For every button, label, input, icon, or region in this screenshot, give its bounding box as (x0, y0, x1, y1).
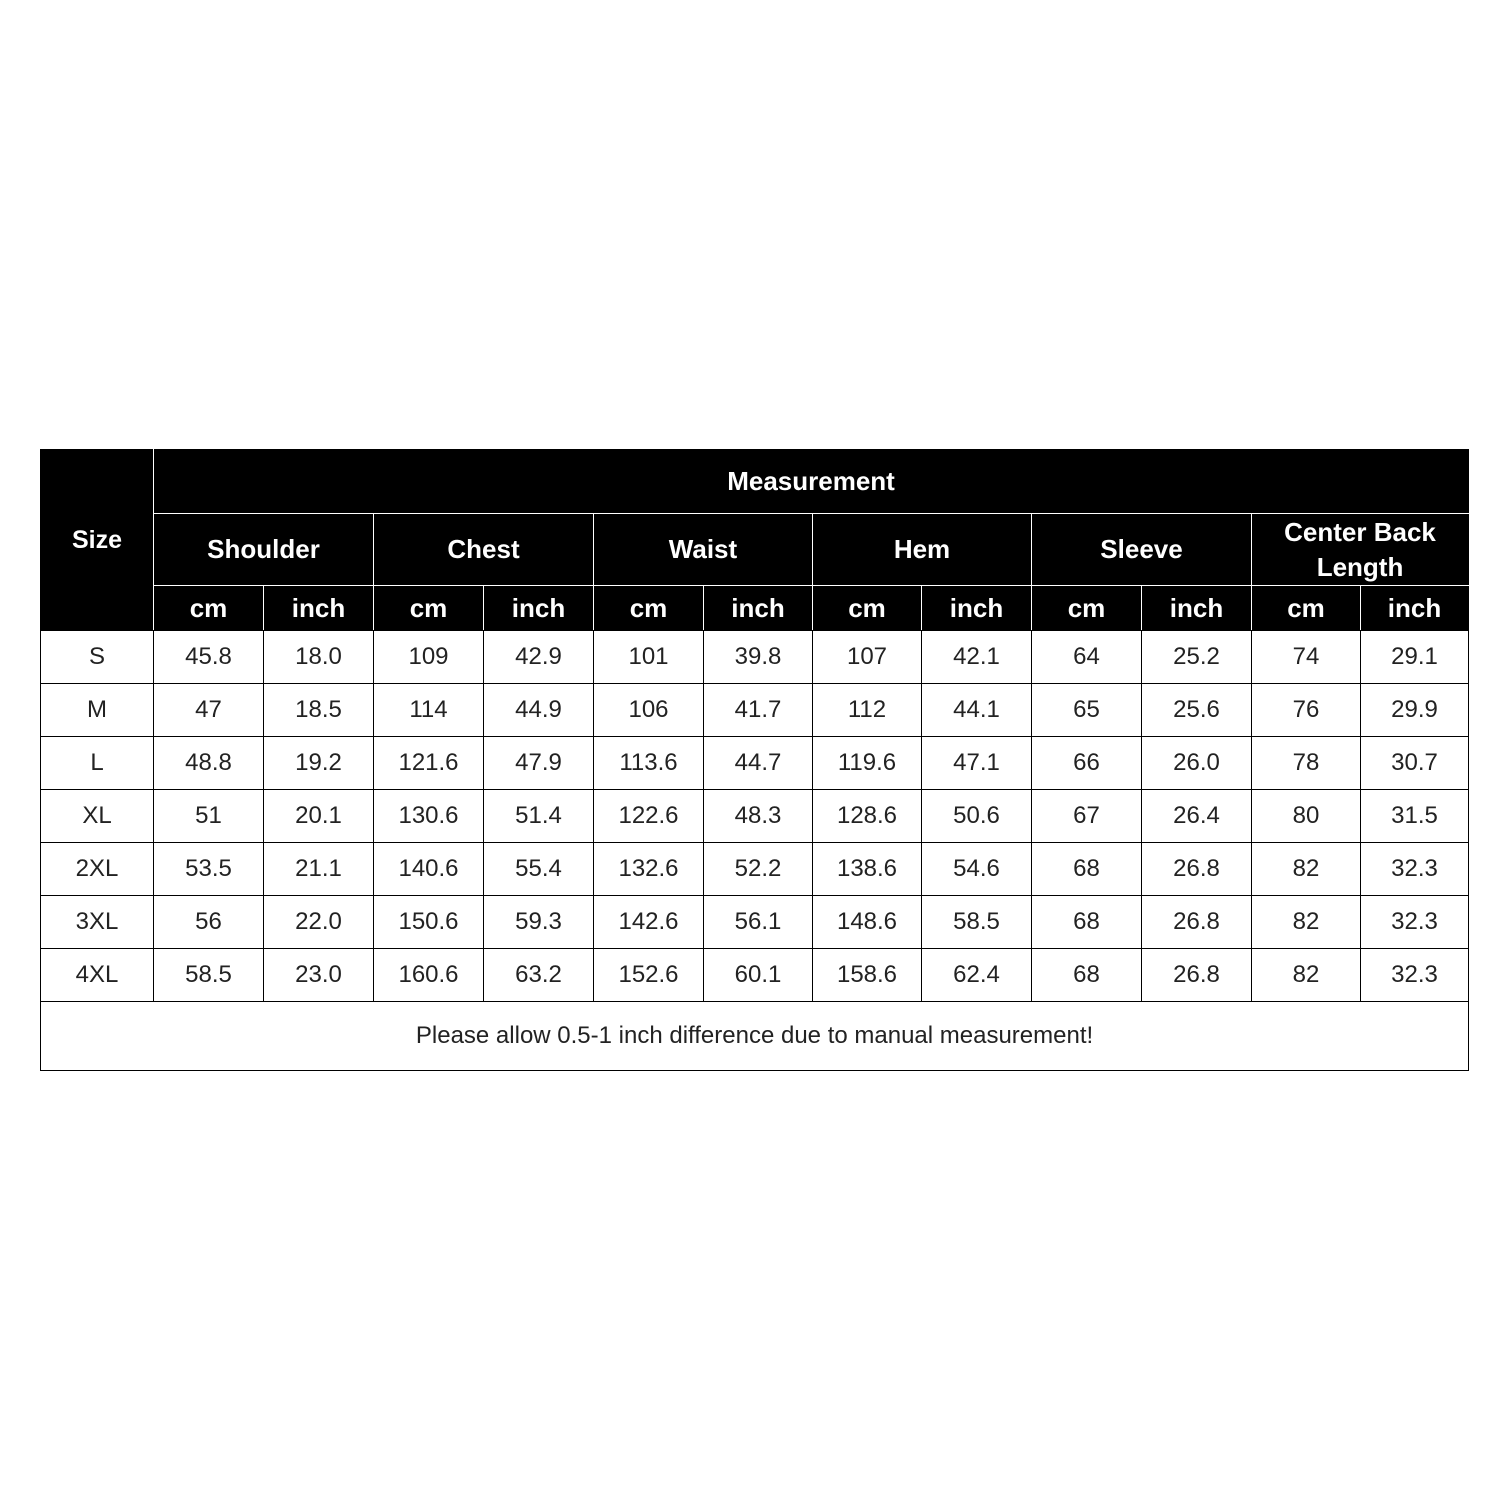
group-header-label: Sleeve (1100, 534, 1183, 564)
measurement-cell: 142.6 (594, 896, 704, 949)
group-header-label: Shoulder (207, 534, 320, 564)
table-row (41, 790, 1469, 843)
unit-header-inch: inch (922, 586, 1032, 631)
measurement-cell: 31.5 (1361, 790, 1469, 843)
measurement-cell: 26.8 (1142, 896, 1252, 949)
group-header-shoulder (154, 514, 374, 586)
measurement-cell: 140.6 (374, 843, 484, 896)
measurement-cell: 21.1 (264, 843, 374, 896)
measurement-cell: 68 (1032, 896, 1142, 949)
header-row-measurement (41, 450, 1469, 514)
measurement-cell: 26.8 (1142, 949, 1252, 1002)
measurement-cell: 18.0 (264, 631, 374, 684)
table-row (41, 949, 1469, 1002)
measurement-cell: 23.0 (264, 949, 374, 1002)
group-header-chest (374, 514, 594, 586)
size-cell: 2XL (41, 843, 154, 896)
measurement-cell: 42.1 (922, 631, 1032, 684)
measurement-cell: 47.9 (484, 737, 594, 790)
measurement-cell: 80 (1252, 790, 1361, 843)
size-cell: M (41, 684, 154, 737)
measurement-cell: 64 (1032, 631, 1142, 684)
measurement-cell: 78 (1252, 737, 1361, 790)
measurement-cell: 101 (594, 631, 704, 684)
measurement-cell: 160.6 (374, 949, 484, 1002)
size-cell: L (41, 737, 154, 790)
measurement-cell: 29.1 (1361, 631, 1469, 684)
unit-header-cm: cm (1252, 586, 1361, 631)
note-row (41, 1002, 1469, 1071)
measurement-cell: 22.0 (264, 896, 374, 949)
header-row-units (41, 586, 1469, 631)
group-header-label: Chest (447, 534, 520, 564)
measurement-cell: 50.6 (922, 790, 1032, 843)
size-cell: 3XL (41, 896, 154, 949)
measurement-cell: 26.4 (1142, 790, 1252, 843)
measurement-cell: 67 (1032, 790, 1142, 843)
measurement-cell: 76 (1252, 684, 1361, 737)
group-header-label: Waist (668, 534, 738, 564)
group-header-hem (813, 514, 1032, 586)
measurement-cell: 74 (1252, 631, 1361, 684)
unit-header-inch: inch (264, 586, 374, 631)
table-row (41, 843, 1469, 896)
group-header-sleeve (1032, 514, 1252, 586)
measurement-cell: 132.6 (594, 843, 704, 896)
measurement-cell: 18.5 (264, 684, 374, 737)
measurement-cell: 51 (154, 790, 264, 843)
measurement-cell: 58.5 (154, 949, 264, 1002)
table-header (41, 450, 1469, 631)
measurement-cell: 47 (154, 684, 264, 737)
measurement-cell: 32.3 (1361, 843, 1469, 896)
unit-header-cm: cm (154, 586, 264, 631)
header-row-groups (41, 514, 1469, 586)
size-cell: 4XL (41, 949, 154, 1002)
measurement-cell: 150.6 (374, 896, 484, 949)
measurement-cell: 54.6 (922, 843, 1032, 896)
measurement-cell: 44.1 (922, 684, 1032, 737)
measurement-cell: 48.3 (704, 790, 813, 843)
measurement-cell: 42.9 (484, 631, 594, 684)
measurement-cell: 53.5 (154, 843, 264, 896)
measurement-cell: 122.6 (594, 790, 704, 843)
size-chart-table (40, 449, 1469, 1071)
measurement-cell: 48.8 (154, 737, 264, 790)
measurement-cell: 59.3 (484, 896, 594, 949)
measurement-cell: 66 (1032, 737, 1142, 790)
table-body (41, 631, 1469, 1071)
unit-header-cm: cm (374, 586, 484, 631)
measurement-cell: 25.6 (1142, 684, 1252, 737)
group-header-waist (594, 514, 813, 586)
table-row (41, 896, 1469, 949)
measurement-cell: 82 (1252, 896, 1361, 949)
measurement-cell: 107 (813, 631, 922, 684)
measurement-cell: 44.9 (484, 684, 594, 737)
measurement-cell: 112 (813, 684, 922, 737)
measurement-cell: 32.3 (1361, 949, 1469, 1002)
measurement-cell: 55.4 (484, 843, 594, 896)
measurement-cell: 32.3 (1361, 896, 1469, 949)
table-row (41, 737, 1469, 790)
measurement-cell: 128.6 (813, 790, 922, 843)
group-header-label: Hem (893, 534, 951, 564)
measurement-cell: 152.6 (594, 949, 704, 1002)
measurement-cell: 30.7 (1361, 737, 1469, 790)
measurement-cell: 63.2 (484, 949, 594, 1002)
unit-header-inch: inch (484, 586, 594, 631)
measurement-cell: 25.2 (1142, 631, 1252, 684)
measurement-cell: 138.6 (813, 843, 922, 896)
measurement-cell: 58.5 (922, 896, 1032, 949)
measurement-cell: 121.6 (374, 737, 484, 790)
measurement-cell: 62.4 (922, 949, 1032, 1002)
measurement-cell: 106 (594, 684, 704, 737)
measurement-cell: 26.8 (1142, 843, 1252, 896)
measurement-cell: 82 (1252, 949, 1361, 1002)
measurement-cell: 113.6 (594, 737, 704, 790)
measurement-cell: 68 (1032, 843, 1142, 896)
measurement-cell: 82 (1252, 843, 1361, 896)
measurement-cell: 60.1 (704, 949, 813, 1002)
measurement-cell: 44.7 (704, 737, 813, 790)
measurement-cell: 52.2 (704, 843, 813, 896)
table-row (41, 684, 1469, 737)
measurement-header: Measurement (154, 450, 1469, 514)
measurement-cell: 41.7 (704, 684, 813, 737)
measurement-cell: 47.1 (922, 737, 1032, 790)
measurement-cell: 26.0 (1142, 737, 1252, 790)
measurement-cell: 158.6 (813, 949, 922, 1002)
measurement-cell: 119.6 (813, 737, 922, 790)
measurement-cell: 51.4 (484, 790, 594, 843)
group-header-label: Center Back Length (1284, 516, 1436, 582)
measurement-cell: 39.8 (704, 631, 813, 684)
unit-header-cm: cm (594, 586, 704, 631)
unit-header-inch: inch (704, 586, 813, 631)
measurement-cell: 29.9 (1361, 684, 1469, 737)
group-header-center-back-length (1252, 514, 1469, 586)
measurement-cell: 65 (1032, 684, 1142, 737)
unit-header-cm: cm (813, 586, 922, 631)
unit-header-inch: inch (1142, 586, 1252, 631)
size-cell: S (41, 631, 154, 684)
measurement-cell: 56.1 (704, 896, 813, 949)
measurement-cell: 148.6 (813, 896, 922, 949)
table-row (41, 631, 1469, 684)
measurement-cell: 130.6 (374, 790, 484, 843)
size-cell: XL (41, 790, 154, 843)
measurement-cell: 19.2 (264, 737, 374, 790)
measurement-cell: 68 (1032, 949, 1142, 1002)
measurement-cell: 56 (154, 896, 264, 949)
measurement-cell: 45.8 (154, 631, 264, 684)
measurement-cell: 114 (374, 684, 484, 737)
unit-header-inch: inch (1361, 586, 1469, 631)
unit-header-cm: cm (1032, 586, 1142, 631)
size-column-header: Size (41, 450, 154, 631)
measurement-note: Please allow 0.5-1 inch difference due to manual measurement! (41, 1002, 1469, 1071)
measurement-cell: 20.1 (264, 790, 374, 843)
measurement-cell: 109 (374, 631, 484, 684)
